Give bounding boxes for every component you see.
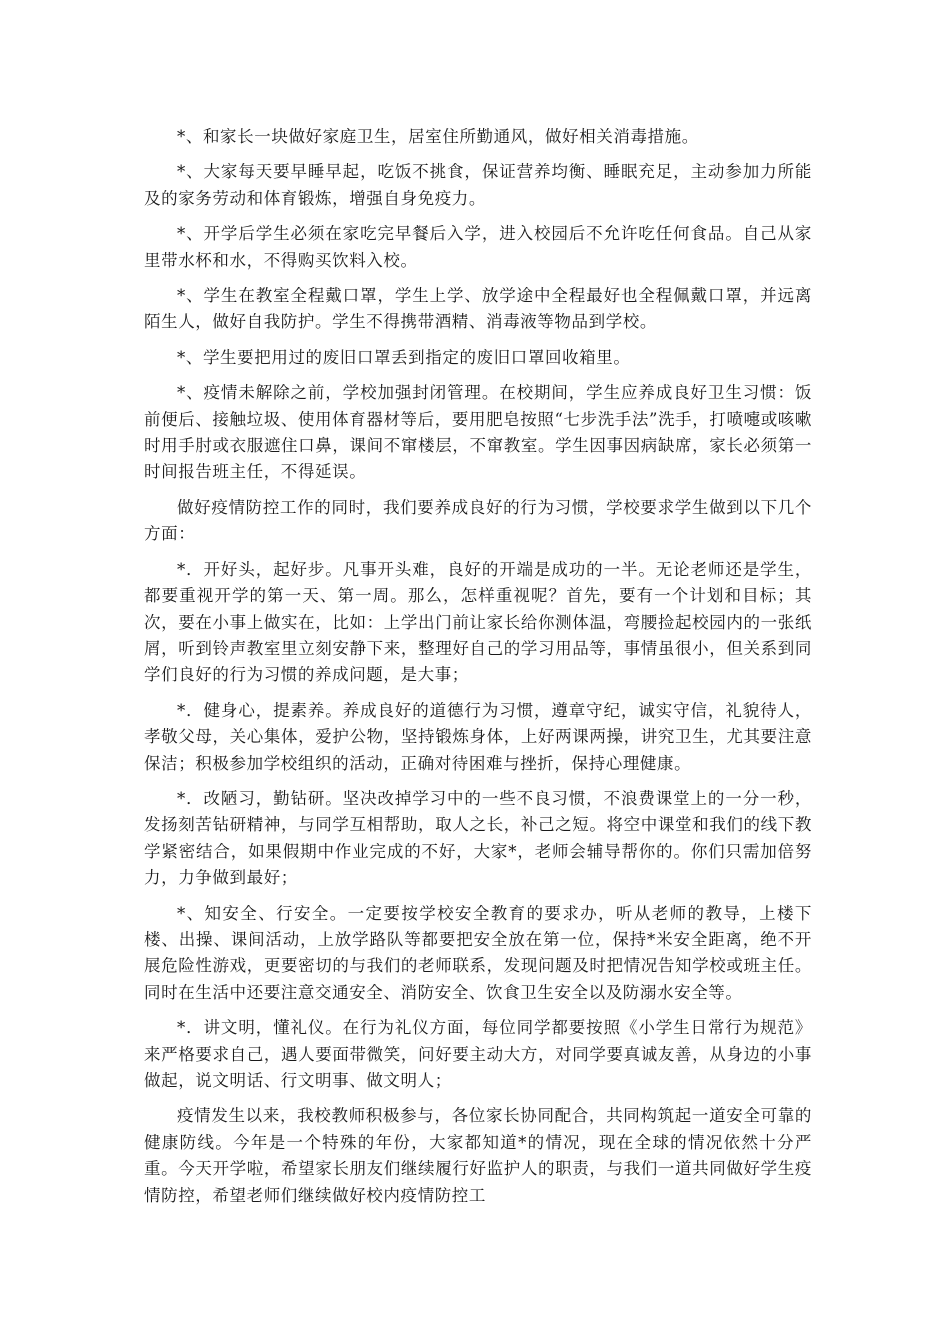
paragraph-good-start: *．开好头，起好步。凡事开头难，良好的开端是成功的一半。无论老师还是学生，都要重视开学的第一天、第一周。那么，怎样重视呢？首先，要有一个计划和目标；其次，要在小事上做实在，比如：上学出门前让家长给你测体温，弯腰捡起校园内的一张纸屑，听到铃声教室里立刻安静下来，整理好自己的学习用品等，事情虽很小，但关系到同学们良好的行为习惯的养成问题，是大事； bbox=[144, 559, 812, 685]
paragraph-daily-routine: *、大家每天要早睡早起，吃饭不挑食，保证营养均衡、睡眠充足，主动参加力所能及的家务劳动和体育锻炼，增强自身免疫力。 bbox=[144, 162, 812, 208]
paragraph-mask-disposal: *、学生要把用过的废旧口罩丢到指定的废旧口罩回收箱里。 bbox=[177, 347, 631, 367]
paragraph-home-hygiene: *、和家长一块做好家庭卫生，居室住所勤通风，做好相关消毒措施。 bbox=[177, 127, 699, 146]
paragraph-study-habits: *．改陋习，勤钻研。坚决改掉学习中的一些不良习惯，不浪费课堂上的一分一秒，发扬刻苦钻研精神，与同学互相帮助，取人之长，补己之短。将空中课堂和我们的线下教学紧密结合，如果假期中作业完成的不好，大家*，老师会辅导帮你的。你们只需加倍努力，力争做到最好； bbox=[144, 788, 812, 888]
paragraph-etiquette: *．讲文明，懂礼仪。在行为礼仪方面，每位同学都要按照《小学生日常行为规范》来严格要求自己，遇人要面带微笑，问好要主动大方，对同学要真诚友善，从身边的小事做起，说文明话、行文明事、做文明人； bbox=[144, 1018, 812, 1090]
document-body bbox=[144, 124, 812, 1218]
paragraph-behavior-intro: 做好疫情防控工作的同时，我们要养成良好的行为习惯，学校要求学生做到以下几个方面： bbox=[144, 497, 812, 544]
paragraph-mask-rule: *、学生在教室全程戴口罩，学生上学、放学途中全程最好也全程佩戴口罩，并远离陌生人，做好自我防护。学生不得携带酒精、消毒液等物品到学校。 bbox=[144, 286, 812, 332]
paragraph-safety: *、知安全、行安全。一定要按学校安全教育的要求办，听从老师的教导，上楼下楼、出操、课间活动，上放学路队等都要把安全放在第一位，保持*米安全距离，绝不开展危险性游戏，更要密切的与我们的老师联系，发现问题及时把情况告知学校或班主任。同时在生活中还要注意交通安全、消防安全、饮食卫生安全以及防溺水安全等。 bbox=[144, 903, 812, 1002]
paragraph-closing: 疫情发生以来，我校教师积极参与，各位家长协同配合，共同构筑起一道安全可靠的健康防线。今年是一个特殊的年份，大家都知道*的情况，现在全球的情况依然十分严重。今天开学啦，希望家长朋友们继续履行好监护人的职责，与我们一道共同做好学生疫情防控，希望老师们继续做好校内疫情防控工 bbox=[144, 1106, 812, 1205]
paragraph-closed-management: *、疫情未解除之前，学校加强封闭管理。在校期间，学生应养成良好卫生习惯：饭前便后、接触垃圾、使用体育器材等后，要用肥皂按照“七步洗手法”洗手，打喷嚏或咳嗽时用手肘或衣服遮住口鼻，课间不窜楼层，不窜教室。学生因事因病缺席，家长必须第一时间报告班主任，不得延误。 bbox=[144, 383, 812, 482]
paragraph-body-mind: *．健身心，提素养。养成良好的道德行为习惯，遵章守纪，诚实守信，礼貌待人，孝敬父母，关心集体，爱护公物，坚持锻炼身体，上好两课两操，讲究卫生，尤其要注意保洁；积极参加学校组织的活动，正确对待困难与挫折，保持心理健康。 bbox=[144, 700, 812, 773]
paragraph-breakfast-rule: *、开学后学生必须在家吃完早餐后入学，进入校园后不允许吃任何食品。自己从家里带水杯和水，不得购买饮料入校。 bbox=[144, 224, 812, 270]
